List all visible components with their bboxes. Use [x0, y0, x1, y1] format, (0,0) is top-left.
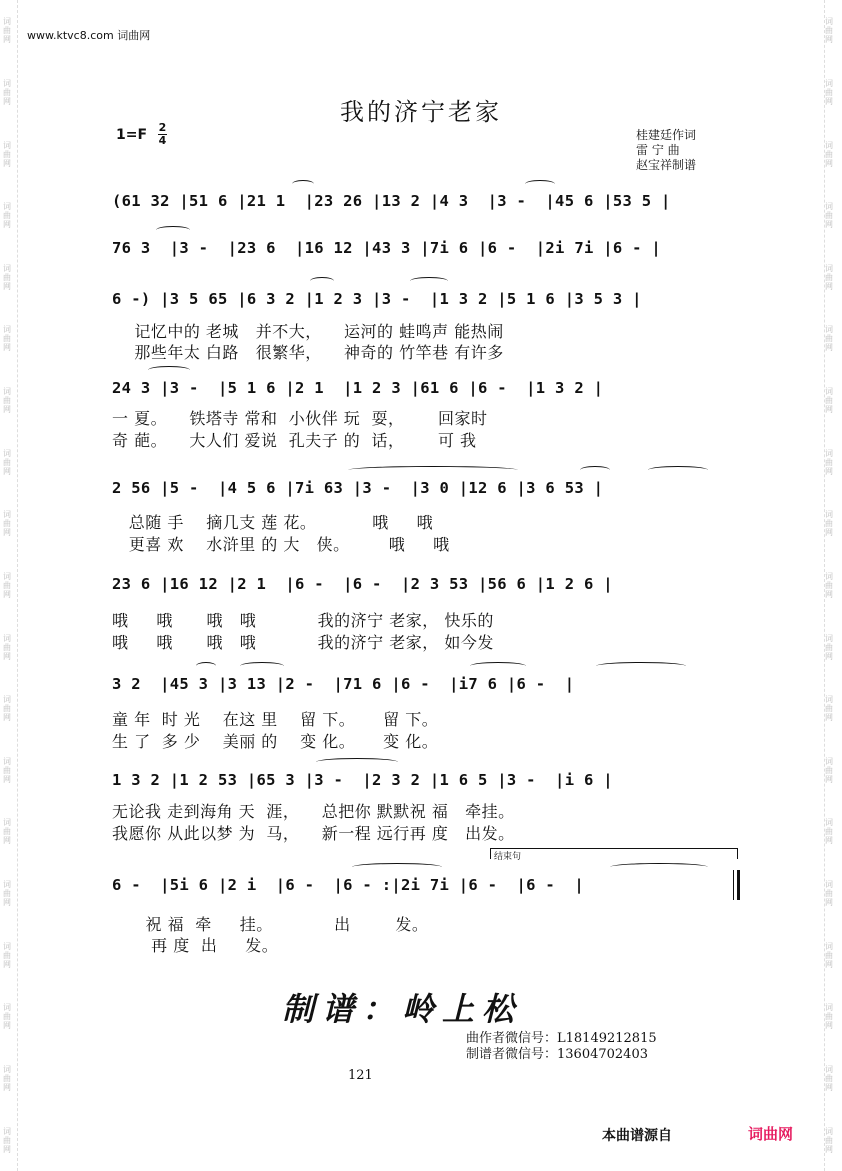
watermark-text: 词曲网	[825, 202, 833, 230]
lyric-line: 那些年太 白路 很繁华， 神奇的 竹竿巷 有许多	[112, 343, 504, 362]
key-signature: 1=F	[116, 127, 148, 143]
score-row	[112, 473, 742, 503]
score-row	[112, 569, 742, 599]
credit-composer: 雷 宁 曲	[636, 143, 680, 157]
slur-mark	[580, 466, 610, 474]
watermark-text: 词曲网	[825, 448, 833, 476]
credit-lyricist: 桂建廷作词	[636, 128, 697, 142]
score-row	[112, 284, 742, 314]
lyric-line: 祝 福 牵 挂。 出 发。	[112, 915, 429, 934]
notation-line: 2 56 |5 - |4 5 6 |7i 63 |3 - |3 0 |12 6 |3 6 53 |	[112, 479, 604, 497]
transcriber-signature: 制谱：岭上松	[282, 990, 523, 1028]
lyric-line: 记忆中的 老城 并不大， 运河的 蛙鸣声 能热闹	[112, 322, 504, 341]
slur-mark	[148, 366, 190, 374]
watermark-text: 词曲网	[3, 387, 11, 415]
watermark-text: 词曲网	[825, 695, 833, 723]
score-row	[112, 765, 742, 795]
watermark-text: 词曲网	[3, 571, 11, 599]
slur-mark	[156, 226, 190, 234]
source-site-link[interactable]: 词曲网	[748, 1125, 794, 1143]
watermark-text: 词曲网	[825, 941, 833, 969]
watermark-text: 词曲网	[825, 387, 833, 415]
watermark-text: 词曲网	[3, 1126, 11, 1154]
watermark-text: 词曲网	[825, 78, 833, 106]
watermark-text: 词曲网	[3, 202, 11, 230]
ending-bracket	[490, 848, 738, 859]
final-barline-thick	[737, 870, 740, 900]
slur-mark	[240, 662, 284, 670]
watermark-text: 词曲网	[3, 818, 11, 846]
lyric-line: 再 度 出 发。	[112, 936, 279, 955]
meter-bottom: 4	[158, 134, 167, 147]
slur-mark	[316, 758, 398, 766]
score-row	[112, 233, 742, 263]
watermark-text: 词曲网	[825, 1003, 833, 1031]
watermark-text: 词曲网	[3, 1064, 11, 1092]
credits	[636, 128, 696, 173]
slur-mark	[348, 466, 518, 474]
contact-info	[466, 1031, 657, 1063]
watermark-text: 词曲网	[825, 1126, 833, 1154]
credit-transcriber: 赵宝祥制谱	[636, 158, 697, 172]
watermark-text: 词曲网	[825, 571, 833, 599]
notation-line: 3 2 |45 3 |3 13 |2 - |71 6 |6 - |i7 6 |6 - |	[112, 675, 575, 693]
watermark-text: 词曲网	[3, 1003, 11, 1031]
right-watermark-strip	[824, 0, 839, 1171]
slur-mark	[610, 863, 708, 871]
watermark-text: 词曲网	[825, 880, 833, 908]
lyric-line: 生 了 多 少 美丽 的 变 化。 变 化。	[112, 732, 439, 751]
slur-mark	[196, 662, 216, 670]
left-watermark-strip	[3, 0, 18, 1171]
watermark-text: 词曲网	[3, 880, 11, 908]
composer-wechat: 曲作者微信号：L18149212815	[466, 1031, 657, 1046]
score-row	[112, 373, 742, 403]
lyric-line: 一 夏。 铁塔寺 常和 小伙伴 玩 耍， 回家时	[112, 409, 488, 428]
watermark-text: 词曲网	[3, 633, 11, 661]
watermark-text: 词曲网	[3, 756, 11, 784]
slur-mark	[292, 180, 314, 188]
slur-mark	[648, 466, 708, 474]
watermark-text: 词曲网	[3, 263, 11, 291]
watermark-text: 词曲网	[825, 17, 833, 45]
page-title: 我的济宁老家	[340, 98, 502, 126]
transcriber-wechat: 制谱者微信号：13604702403	[466, 1047, 648, 1062]
watermark-text: 词曲网	[825, 263, 833, 291]
watermark-text: 词曲网	[825, 756, 833, 784]
watermark-text: 词曲网	[3, 325, 11, 353]
page-number: 121	[348, 1068, 373, 1083]
watermark-text: 词曲网	[3, 78, 11, 106]
notation-line: 76 3 |3 - |23 6 |16 12 |43 3 |7i 6 |6 - |2i 7i |6 - |	[112, 239, 662, 257]
lyric-line: 总随 手 摘几支 莲 花。 哦 哦	[112, 513, 434, 532]
slur-mark	[410, 277, 448, 285]
slur-mark	[310, 277, 334, 285]
final-barline-thin	[733, 870, 734, 900]
watermark-text: 词曲网	[3, 695, 11, 723]
watermark-text: 词曲网	[3, 17, 11, 45]
watermark-text: 词曲网	[3, 448, 11, 476]
watermark-text: 词曲网	[825, 633, 833, 661]
watermark-text: 词曲网	[825, 1064, 833, 1092]
lyric-line: 哦 哦 哦 哦 我的济宁 老家， 快乐的	[112, 611, 494, 630]
score-row	[112, 870, 742, 900]
lyric-line: 更喜 欢 水浒里 的 大 侠。 哦 哦	[112, 535, 450, 554]
lyric-line: 童 年 时 光 在这 里 留 下。 留 下。	[112, 710, 439, 729]
score-row	[112, 669, 742, 699]
slur-mark	[470, 662, 526, 670]
notation-line: 23 6 |16 12 |2 1 |6 - |6 - |2 3 53 |56 6 |1 2 6 |	[112, 575, 613, 593]
notation-line: 24 3 |3 - |5 1 6 |2 1 |1 2 3 |61 6 |6 - |1 3 2 |	[112, 379, 604, 397]
score-row	[112, 186, 742, 216]
ending-label: 结束句	[494, 852, 522, 862]
lyric-line: 奇 葩。 大人们 爱说 孔夫子 的 话， 可 我	[112, 431, 477, 450]
slur-mark	[596, 662, 686, 670]
time-signature	[158, 122, 167, 147]
slur-mark	[525, 180, 555, 188]
watermark-text: 词曲网	[3, 140, 11, 168]
slur-mark	[352, 863, 442, 871]
notation-line: 6 - |5i 6 |2 i |6 - |6 - :|2i 7i |6 - |6 - |	[112, 876, 584, 894]
notation-line: 1 3 2 |1 2 53 |65 3 |3 - |2 3 2 |1 6 5 |3 - |i 6 |	[112, 771, 613, 789]
site-url: www.ktvc8.com 词曲网	[27, 29, 151, 42]
watermark-text: 词曲网	[825, 818, 833, 846]
watermark-text: 词曲网	[3, 941, 11, 969]
watermark-text: 词曲网	[825, 140, 833, 168]
notation-line: (61 32 |51 6 |21 1 |23 26 |13 2 |4 3 |3 - |45 6 |53 5 |	[112, 192, 671, 210]
notation-line: 6 -) |3 5 65 |6 3 2 |1 2 3 |3 - |1 3 2 |5 1 6 |3 5 3 |	[112, 290, 642, 308]
watermark-text: 词曲网	[825, 510, 833, 538]
source-label: 本曲谱源自	[602, 1128, 672, 1144]
watermark-text: 词曲网	[825, 325, 833, 353]
lyric-line: 我愿你 从此以梦 为 马， 新一程 远行再 度 出发。	[112, 824, 515, 843]
lyric-line: 哦 哦 哦 哦 我的济宁 老家， 如今发	[112, 633, 494, 652]
watermark-text: 词曲网	[3, 510, 11, 538]
meter-top: 2	[158, 121, 167, 134]
lyric-line: 无论我 走到海角 天 涯， 总把你 默默祝 福 牵挂。	[112, 802, 515, 821]
